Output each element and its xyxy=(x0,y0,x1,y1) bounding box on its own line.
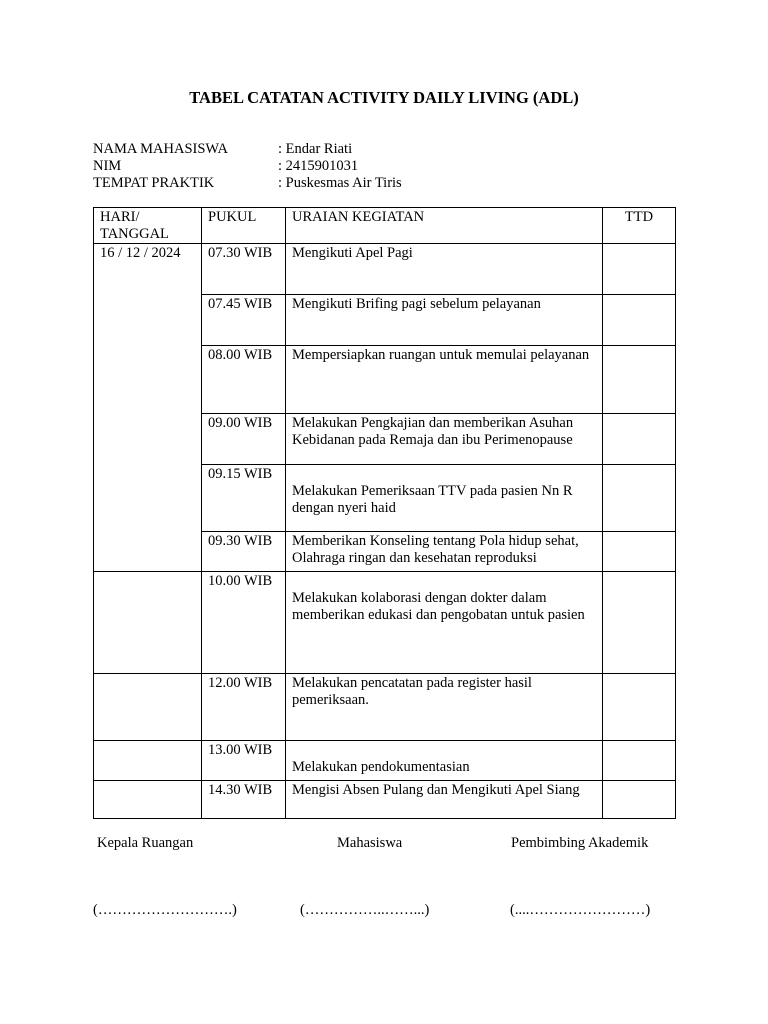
time-cell: 14.30 WIB xyxy=(202,781,286,819)
document-title: TABEL CATATAN ACTIVITY DAILY LIVING (ADL) xyxy=(189,88,579,107)
activity-cell: Mempersiapkan ruangan untuk memulai pelayanan xyxy=(286,346,603,414)
sign-cell xyxy=(603,674,676,741)
activity-cell: Melakukan Pengkajian dan memberikan Asuhan Kebidanan pada Remaja dan ibu Perimenopause xyxy=(286,414,603,465)
sign-cell xyxy=(603,244,676,295)
date-cell-continued xyxy=(94,346,202,414)
time-cell: 07.45 WIB xyxy=(202,295,286,346)
time-cell: 07.30 WIB xyxy=(202,244,286,295)
time-cell: 12.00 WIB xyxy=(202,674,286,741)
activity-cell: Mengikuti Brifing pagi sebelum pelayanan xyxy=(286,295,603,346)
info-label-nim: NIM xyxy=(93,158,122,174)
date-cell-empty xyxy=(94,741,202,781)
advisor-label: Pembimbing Akademik xyxy=(511,835,649,851)
table-row xyxy=(94,295,676,346)
head-of-room-label: Kepala Ruangan xyxy=(97,835,194,851)
activity-cell: Melakukan pencatatan pada register hasil pemeriksaan. xyxy=(286,674,603,741)
table-row xyxy=(94,465,676,532)
info-row-name xyxy=(93,141,593,158)
date-cell-continued xyxy=(94,532,202,572)
time-cell: 09.00 WIB xyxy=(202,414,286,465)
student-label: Mahasiswa xyxy=(337,835,403,851)
date-cell-empty xyxy=(94,572,202,674)
info-label-place: TEMPAT PRAKTIK xyxy=(93,175,215,191)
table-row xyxy=(94,674,676,741)
info-row-nim xyxy=(93,158,593,175)
table-row xyxy=(94,741,676,781)
header-sign: TTD xyxy=(603,208,676,244)
info-label-name: NAMA MAHASISWA xyxy=(93,141,228,157)
table-row xyxy=(94,414,676,465)
activity-cell: Memberikan Konseling tentang Pola hidup sehat, Olahraga ringan dan kesehatan reproduksi xyxy=(286,532,603,572)
table-row xyxy=(94,346,676,414)
table-row xyxy=(94,572,676,674)
time-cell: 08.00 WIB xyxy=(202,346,286,414)
sign-cell xyxy=(603,465,676,532)
sign-cell xyxy=(603,295,676,346)
sign-cell xyxy=(603,572,676,674)
date-cell-continued xyxy=(94,414,202,465)
info-value-name: : Endar Riati xyxy=(278,141,353,157)
student-info xyxy=(93,141,593,192)
table-row xyxy=(94,781,676,819)
sign-cell xyxy=(603,741,676,781)
table-header-row xyxy=(94,208,676,244)
header-day: HARI/ TANGGAL xyxy=(94,208,202,244)
head-of-room-signature-line: (……………………….) xyxy=(93,902,237,918)
time-cell: 09.30 WIB xyxy=(202,532,286,572)
info-row-place xyxy=(93,175,593,192)
sign-cell xyxy=(603,346,676,414)
sign-cell xyxy=(603,781,676,819)
info-value-nim: : 2415901031 xyxy=(278,158,359,174)
activity-cell: Melakukan Pemeriksaan TTV pada pasien Nn R dengan nyeri haid xyxy=(286,465,603,532)
sign-cell xyxy=(603,532,676,572)
activity-cell: Melakukan pendokumentasian xyxy=(286,741,603,781)
time-cell: 09.15 WIB xyxy=(202,465,286,532)
info-value-place: : Puskesmas Air Tiris xyxy=(278,175,402,191)
date-cell-continued xyxy=(94,465,202,532)
date-cell-empty xyxy=(94,674,202,741)
table-row xyxy=(94,244,676,295)
date-cell-empty xyxy=(94,781,202,819)
time-cell: 10.00 WIB xyxy=(202,572,286,674)
header-activity: URAIAN KEGIATAN xyxy=(286,208,603,244)
date-cell: 16 / 12 / 2024 xyxy=(94,244,202,295)
advisor-signature-line: (....……………………) xyxy=(510,902,651,918)
header-time: PUKUL xyxy=(202,208,286,244)
time-cell: 13.00 WIB xyxy=(202,741,286,781)
student-signature-line: (……………..……...) xyxy=(300,902,430,918)
activity-cell: Mengikuti Apel Pagi xyxy=(286,244,603,295)
table-row xyxy=(94,532,676,572)
sign-cell xyxy=(603,414,676,465)
activity-cell: Mengisi Absen Pulang dan Mengikuti Apel Siang xyxy=(286,781,603,819)
date-cell-continued xyxy=(94,295,202,346)
adl-table xyxy=(93,207,676,819)
activity-cell: Melakukan kolaborasi dengan dokter dalam memberikan edukasi dan pengobatan untuk pasien xyxy=(286,572,603,674)
